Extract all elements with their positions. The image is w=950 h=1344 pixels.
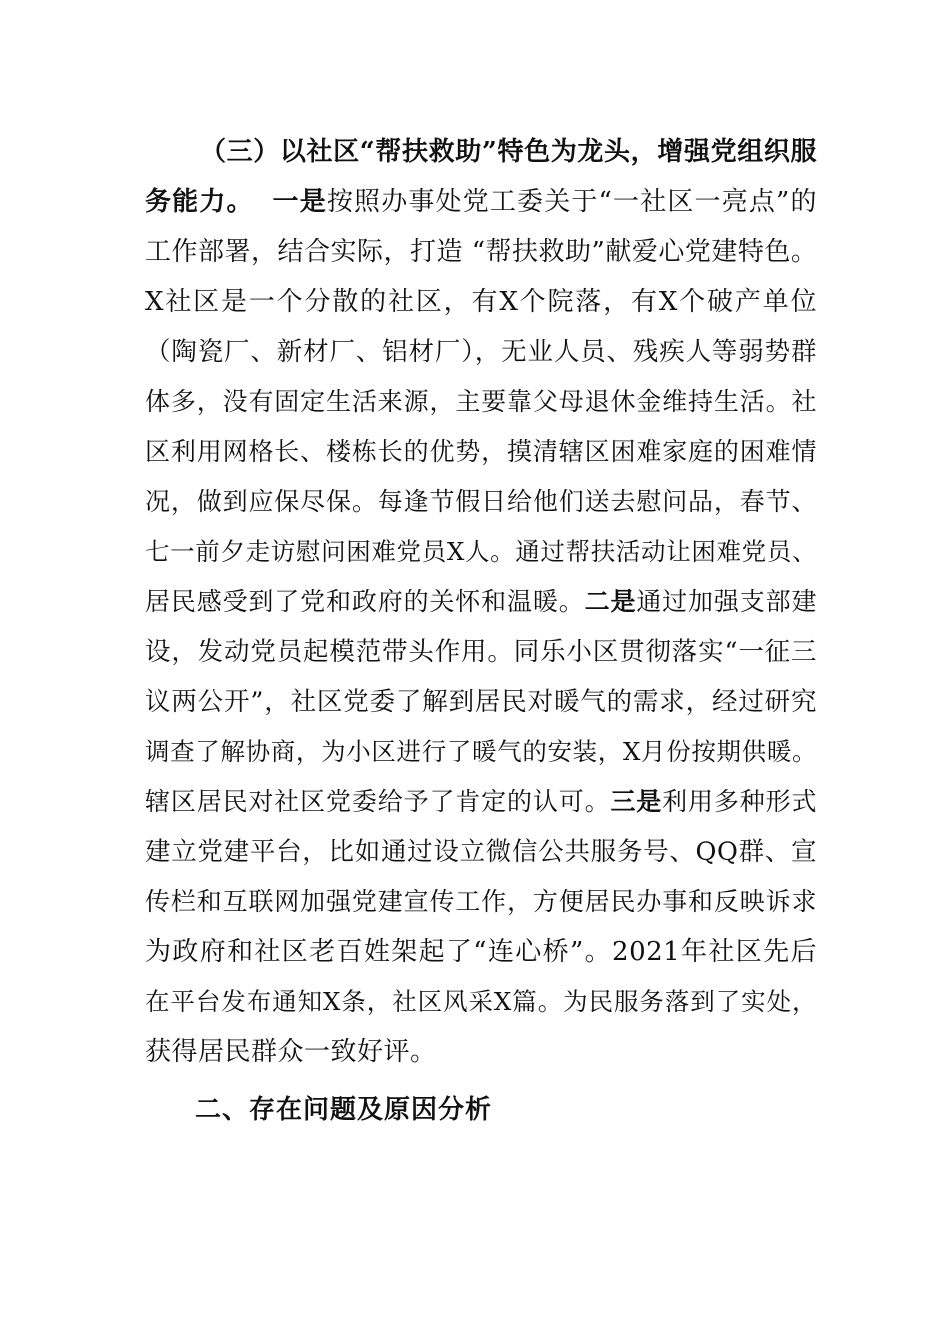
point-one-marker: 一是	[272, 187, 327, 217]
paragraph-line-14	[145, 782, 817, 822]
paragraph-line-19: 获得居民群众一致好评。	[145, 1037, 437, 1067]
paragraph-line-16: 传栏和互联网加强党建宣传工作，方便居民办事和反映诉求	[145, 887, 817, 916]
paragraph-line-17: 为政府和社区老百姓架起了“连心桥”。2021年社区先后	[145, 937, 817, 967]
section-heading: 二、存在问题及原因分析	[195, 1095, 493, 1125]
point-two-marker: 二是	[584, 587, 637, 616]
paragraph-line-11: 设，发动党员起模范带头作用。同乐小区贯彻落实“一征三	[145, 637, 817, 667]
paragraph-text: 按照办事处党工委关于“一社区一亮点”的	[326, 187, 817, 217]
paragraph-line-8: 况，做到应保尽保。每逢节假日给他们送去慰问品，春节、	[145, 487, 817, 516]
point-three-marker: 三是	[610, 787, 663, 816]
paragraph-line-2	[145, 182, 817, 222]
paragraph-line-9: 七一前夕走访慰问困难党员X人。通过帮扶活动让困难党员、	[145, 537, 817, 566]
paragraph-line-13: 调查了解协商，为小区进行了暖气的安装，X月份按期供暖。	[145, 737, 817, 766]
paragraph-text: 利用多种形式	[662, 787, 817, 816]
paragraph-text: 辖区居民对社区党委给予了肯定的认可。	[145, 787, 611, 816]
paragraph-text: 通过加强支部建	[636, 587, 817, 616]
paragraph-line-7: 区利用网格长、楼栋长的优势，摸清辖区困难家庭的困难情	[145, 437, 817, 466]
paragraph-line-4: X社区是一个分散的社区，有X个院落，有X个破产单位	[145, 287, 817, 317]
paragraph-line-12: 议两公开”，社区党委了解到居民对暖气的需求，经过研究	[145, 687, 817, 717]
subsection-heading-end: 务能力。	[145, 187, 254, 217]
paragraph-line-3: 工作部署，结合实际，打造 “帮扶救助”献爱心党建特色。	[145, 237, 818, 267]
paragraph-line-6: 体多，没有固定生活来源，主要靠父母退休金维持生活。社	[145, 387, 817, 416]
paragraph-line-5: （陶瓷厂、新材厂、铝材厂），无业人员、残疾人等弱势群	[145, 337, 817, 367]
paragraph-text: 居民感受到了党和政府的关怀和温暖。	[145, 587, 585, 616]
subsection-heading-line: （三）以社区“帮扶救助”特色为龙头，增强党组织服	[200, 137, 817, 167]
paragraph-line-15: 建立党建平台，比如通过设立微信公共服务号、QQ群、宣	[145, 837, 817, 867]
paragraph-line-10	[145, 582, 817, 622]
paragraph-line-18: 在平台发布通知X条，社区风采X篇。为民服务落到了实处，	[145, 987, 817, 1016]
